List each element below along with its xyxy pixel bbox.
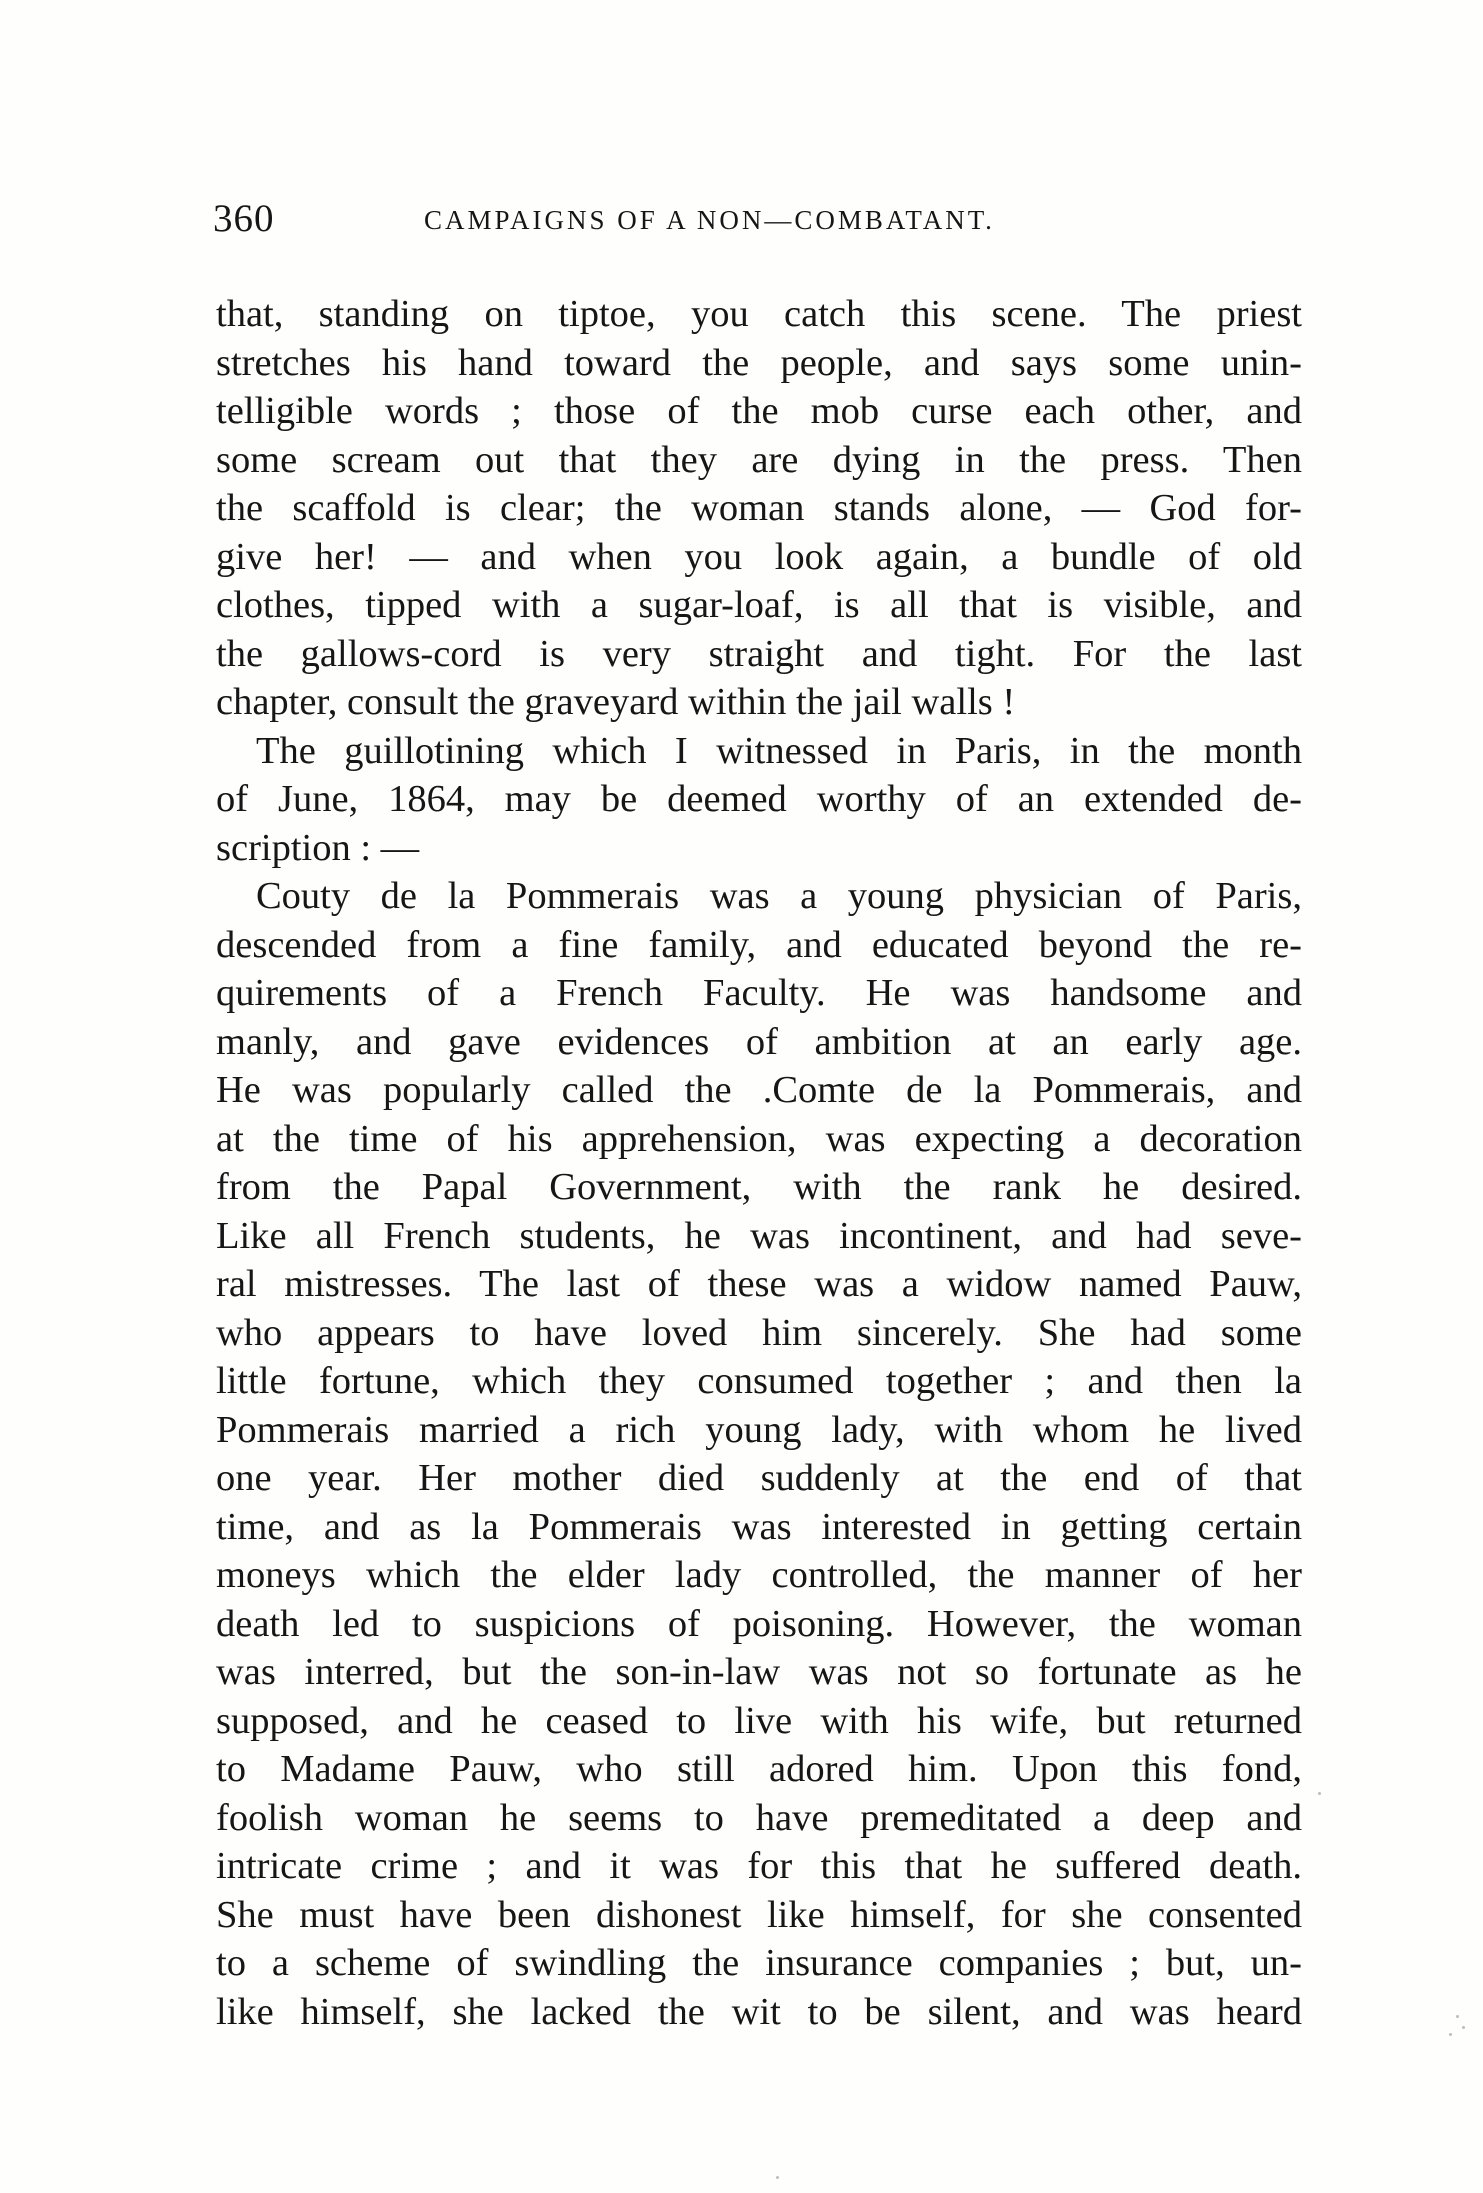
text-line: to a scheme of swindling the insurance companies ; but, un- <box>216 1942 1302 1984</box>
page-header <box>213 196 1303 246</box>
paper-speck <box>1318 1792 1321 1795</box>
text-line: was interred, but the son-in-law was not so fortunate as he <box>216 1651 1302 1693</box>
text-line: death led to suspicions of poisoning. However, the woman <box>216 1602 1302 1645</box>
text-line: descended from a fine family, and educated beyond the re- <box>216 923 1302 966</box>
text-line: from the Papal Government, with the rank he desired. <box>216 1166 1302 1208</box>
text-line: stretches his hand toward the people, and says some unin- <box>216 341 1302 384</box>
text-line: little fortune, which they consumed together ; and then la <box>216 1360 1302 1402</box>
text-line: one year. Her mother died suddenly at the end of that <box>216 1457 1302 1499</box>
text-line: intricate crime ; and it was for this that he suffered death. <box>216 1845 1302 1887</box>
text-line: moneys which the elder lady controlled, the manner of her <box>216 1554 1302 1596</box>
text-line: scription : — <box>216 826 420 869</box>
text-line: the gallows-cord is very straight and tight. For the last <box>216 632 1302 675</box>
text-line: some scream out that they are dying in the press. Then <box>216 438 1302 481</box>
text-line: of June, 1864, may be deemed worthy of an extended de- <box>216 778 1302 820</box>
text-line: He was popularly called the .Comte de la Pommerais, and <box>216 1069 1302 1111</box>
text-line: to Madame Pauw, who still adored him. Upon this fond, <box>216 1748 1302 1790</box>
paper-speck <box>1456 2015 1459 2018</box>
text-line: at the time of his apprehension, was expecting a decoration <box>216 1117 1302 1160</box>
text-line: telligible words ; those of the mob curse each other, and <box>216 390 1302 432</box>
text-line: The guillotining which I witnessed in Paris, in the month <box>256 729 1302 772</box>
text-line: Pommerais married a rich young lady, with whom he lived <box>216 1408 1302 1451</box>
text-line: the scaffold is clear; the woman stands alone, — God for- <box>216 487 1302 529</box>
text-line: supposed, and he ceased to live with his wife, but returned <box>216 1699 1302 1742</box>
text-line: chapter, consult the graveyard within the jail walls ! <box>216 681 1016 723</box>
text-line: that, standing on tiptoe, you catch this scene. The priest <box>216 293 1302 335</box>
text-line: clothes, tipped with a sugar-loaf, is all that is visible, and <box>216 584 1302 626</box>
paper-speck <box>776 2176 779 2179</box>
body-text <box>216 290 1302 2036</box>
text-line: who appears to have loved him sincerely. She had some <box>216 1311 1302 1354</box>
running-head: CAMPAIGNS OF A NON—COMBATANT. <box>424 205 995 235</box>
paper-speck <box>1449 2033 1452 2036</box>
text-line: like himself, she lacked the wit to be silent, and was heard <box>216 1990 1302 2033</box>
paper-speck <box>1462 2026 1465 2029</box>
text-line: manly, and gave evidences of ambition at an early age. <box>216 1020 1302 1063</box>
page-number: 360 <box>213 197 275 240</box>
text-line: foolish woman he seems to have premeditated a deep and <box>216 1796 1302 1839</box>
text-line: Couty de la Pommerais was a young physician of Paris, <box>256 875 1302 917</box>
text-line: Like all French students, he was incontinent, and had seve- <box>216 1214 1302 1257</box>
text-line: give her! — and when you look again, a bundle of old <box>216 535 1302 578</box>
text-line: quirements of a French Faculty. He was handsome and <box>216 972 1302 1014</box>
text-line: time, and as la Pommerais was interested in getting certain <box>216 1505 1302 1548</box>
text-line: ral mistresses. The last of these was a widow named Pauw, <box>216 1263 1302 1305</box>
text-line: She must have been dishonest like himself, for she consented <box>216 1893 1302 1936</box>
